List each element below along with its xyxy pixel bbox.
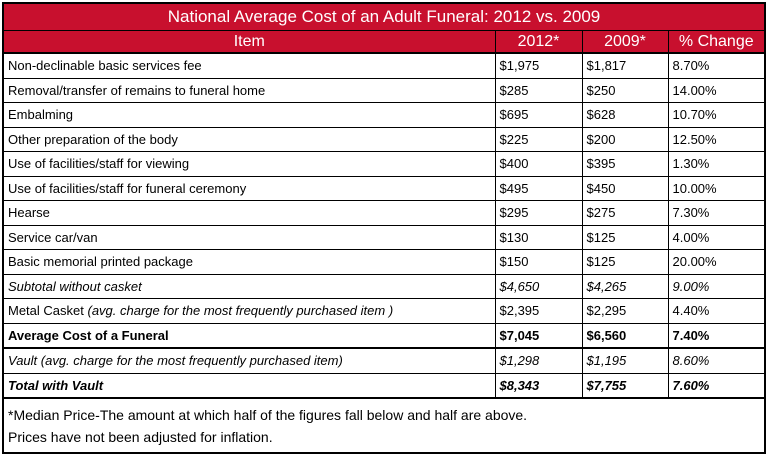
table-row [4, 103, 764, 128]
value-2009-cell: $450 [582, 176, 668, 201]
value-2012-cell: $695 [495, 103, 582, 128]
footnote-inflation: Prices have not been adjusted for inflation. [8, 429, 273, 445]
value-2012-cell: $4,650 [495, 274, 582, 299]
change-cell: 12.50% [668, 127, 764, 152]
item-cell: Non-declinable basic services fee [4, 53, 495, 78]
item-cell: Total with Vault [4, 373, 495, 398]
change-cell: 9.00% [668, 274, 764, 299]
header-row [4, 31, 764, 53]
total-with-vault-row [4, 373, 764, 398]
value-2009-cell: $1,817 [582, 53, 668, 78]
subtotal-row [4, 274, 764, 299]
change-cell: 10.70% [668, 103, 764, 128]
value-2009-cell: $250 [582, 78, 668, 103]
table-row [4, 176, 764, 201]
header-2009: 2009* [582, 31, 668, 53]
funeral-cost-table [4, 31, 764, 399]
item-cell: Vault (avg. charge for the most frequently purchased item) [4, 348, 495, 373]
value-2012-cell: $8,343 [495, 373, 582, 398]
header-2012: 2012* [495, 31, 582, 53]
item-cell: Other preparation of the body [4, 127, 495, 152]
change-cell: 14.00% [668, 78, 764, 103]
header-item: Item [4, 31, 495, 53]
item-cell: Service car/van [4, 225, 495, 250]
value-2012-cell: $7,045 [495, 323, 582, 348]
header-percent-change: % Change [668, 31, 764, 53]
value-2012-cell: $295 [495, 201, 582, 226]
value-2009-cell: $200 [582, 127, 668, 152]
item-cell [4, 299, 495, 324]
value-2012-cell: $285 [495, 78, 582, 103]
change-cell: 10.00% [668, 176, 764, 201]
value-2009-cell: $2,295 [582, 299, 668, 324]
item-cell: Use of facilities/staff for viewing [4, 152, 495, 177]
value-2012-cell: $150 [495, 250, 582, 275]
value-2009-cell: $628 [582, 103, 668, 128]
change-cell: 7.60% [668, 373, 764, 398]
value-2009-cell: $275 [582, 201, 668, 226]
change-cell: 7.40% [668, 323, 764, 348]
value-2009-cell: $1,195 [582, 348, 668, 373]
item-cell: Removal/transfer of remains to funeral home [4, 78, 495, 103]
change-cell: 4.40% [668, 299, 764, 324]
change-cell: 8.60% [668, 348, 764, 373]
table-row [4, 127, 764, 152]
vault-row [4, 348, 764, 373]
value-2012-cell: $400 [495, 152, 582, 177]
footnotes [4, 399, 764, 452]
item-label: Metal Casket [8, 303, 84, 319]
item-cell: Basic memorial printed package [4, 250, 495, 275]
change-cell: 4.00% [668, 225, 764, 250]
value-2012-cell: $2,395 [495, 299, 582, 324]
item-cell: Average Cost of a Funeral [4, 323, 495, 348]
value-2012-cell: $1,298 [495, 348, 582, 373]
table-row [4, 225, 764, 250]
change-cell: 8.70% [668, 53, 764, 78]
table-row [4, 78, 764, 103]
change-cell: 7.30% [668, 201, 764, 226]
item-cell: Hearse [4, 201, 495, 226]
change-cell: 1.30% [668, 152, 764, 177]
value-2009-cell: $7,755 [582, 373, 668, 398]
table-title: National Average Cost of an Adult Funeral: 2012 vs. 2009 [4, 4, 764, 31]
average-cost-row [4, 323, 764, 348]
value-2009-cell: $125 [582, 225, 668, 250]
value-2009-cell: $4,265 [582, 274, 668, 299]
table-row [4, 152, 764, 177]
item-cell: Use of facilities/staff for funeral ceremony [4, 176, 495, 201]
change-cell: 20.00% [668, 250, 764, 275]
value-2012-cell: $225 [495, 127, 582, 152]
value-2009-cell: $125 [582, 250, 668, 275]
table-row [4, 201, 764, 226]
funeral-cost-table-container [2, 2, 766, 454]
value-2012-cell: $495 [495, 176, 582, 201]
item-note: (avg. charge for the most frequently purchased item ) [87, 303, 394, 319]
table-row [4, 299, 764, 324]
item-cell: Subtotal without casket [4, 274, 495, 299]
item-cell: Embalming [4, 103, 495, 128]
table-row [4, 250, 764, 275]
value-2009-cell: $6,560 [582, 323, 668, 348]
value-2012-cell: $1,975 [495, 53, 582, 78]
footnote-median: *Median Price-The amount at which half of the figures fall below and half are above. [8, 407, 528, 423]
table-row [4, 53, 764, 78]
value-2012-cell: $130 [495, 225, 582, 250]
value-2009-cell: $395 [582, 152, 668, 177]
